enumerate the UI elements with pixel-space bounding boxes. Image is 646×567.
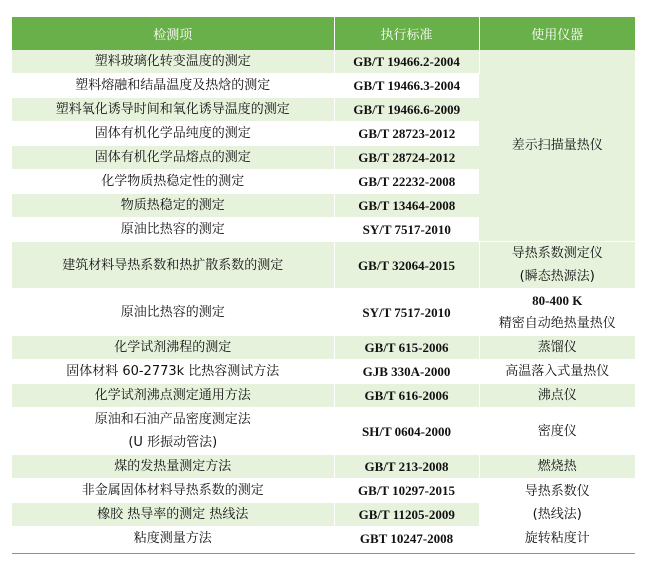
standard-cell: GB/T 213-2008 (334, 455, 479, 479)
instrument-line: 80-400 K (532, 293, 583, 308)
test-item-line: 原油和石油产品密度测定法 (94, 412, 251, 427)
test-item-cell: 固体材料 60-2773k 比热容测试方法 (12, 360, 334, 384)
table-row (12, 336, 635, 360)
test-item-cell: 固体有机化学品纯度的测定 (12, 122, 334, 146)
table-row (12, 479, 635, 503)
standard-cell: GB/T 616-2006 (334, 384, 479, 408)
header-test-item: 检测项 (12, 17, 334, 50)
table-row (12, 408, 635, 455)
instrument-cell: 高温落入式量热仪 (479, 360, 635, 384)
instrument-cell (479, 479, 635, 527)
instrument-cell: 密度仪 (479, 408, 635, 455)
standard-cell: SY/T 7517-2010 (334, 289, 479, 336)
instrument-line: 导热系数测定仪 (511, 246, 603, 261)
test-item-cell: 原油比热容的测定 (12, 289, 334, 336)
test-item-line: (U 形振动管法) (128, 435, 218, 450)
instrument-cell (479, 289, 635, 336)
table-row (12, 384, 635, 408)
instrument-cell (479, 242, 635, 289)
table-row (12, 242, 635, 289)
standard-cell: GB/T 19466.6-2009 (334, 98, 479, 122)
table-row (12, 289, 635, 336)
test-item-cell: 橡胶 热导率的测定 热线法 (12, 503, 334, 527)
standard-cell: GB/T 13464-2008 (334, 194, 479, 218)
standard-cell: GB/T 28724-2012 (334, 146, 479, 170)
standard-cell: GB/T 10297-2015 (334, 479, 479, 503)
test-item-cell: 煤的发热量测定方法 (12, 455, 334, 479)
header-instrument: 使用仪器 (479, 17, 635, 50)
instrument-line: (热线法) (532, 506, 582, 522)
standard-cell: GB/T 28723-2012 (334, 122, 479, 146)
table-row (12, 360, 635, 384)
standards-table-container (12, 17, 635, 551)
standard-cell: GB/T 19466.3-2004 (334, 74, 479, 98)
instrument-cell: 旋转粘度计 (479, 527, 635, 551)
table-bottom-rule (12, 553, 635, 554)
standard-cell: GB/T 615-2006 (334, 336, 479, 360)
standard-cell: GJB 330A-2000 (334, 360, 479, 384)
test-item-cell: 化学物质热稳定性的测定 (12, 170, 334, 194)
test-item-cell (12, 408, 334, 455)
header-standard: 执行标准 (334, 17, 479, 50)
test-item-cell: 塑料氧化诱导时间和氧化诱导温度的测定 (12, 98, 334, 122)
table-row (12, 527, 635, 551)
instrument-line: 精密自动绝热量热仪 (498, 316, 616, 331)
standard-cell: SH/T 0604-2000 (334, 408, 479, 455)
standard-cell: GB/T 22232-2008 (334, 170, 479, 194)
test-item-cell: 粘度测量方法 (12, 527, 334, 551)
instrument-cell: 蒸馏仪 (479, 336, 635, 360)
instrument-cell: 沸点仪 (479, 384, 635, 408)
instrument-cell: 燃烧热 (479, 455, 635, 479)
table-row (12, 50, 635, 74)
instrument-line: (瞬态热源法) (519, 269, 595, 284)
table-row (12, 455, 635, 479)
test-item-cell: 塑料玻璃化转变温度的测定 (12, 50, 334, 74)
test-item-cell: 建筑材料导热系数和热扩散系数的测定 (12, 242, 334, 289)
test-item-cell: 非金属固体材料导热系数的测定 (12, 479, 334, 503)
test-item-cell: 物质热稳定的测定 (12, 194, 334, 218)
standard-cell: GB/T 11205-2009 (334, 503, 479, 527)
test-item-cell: 塑料熔融和结晶温度及热焓的测定 (12, 74, 334, 98)
standards-table (12, 17, 635, 551)
instrument-cell: 差示扫描量热仪 (479, 50, 635, 242)
standard-cell: GB/T 32064-2015 (334, 242, 479, 289)
standard-cell: GBT 10247-2008 (334, 527, 479, 551)
test-item-cell: 化学试剂沸点测定通用方法 (12, 384, 334, 408)
standard-cell: SY/T 7517-2010 (334, 218, 479, 242)
test-item-cell: 原油比热容的测定 (12, 218, 334, 242)
test-item-cell: 固体有机化学品熔点的测定 (12, 146, 334, 170)
table-header-row (12, 17, 635, 50)
instrument-line: 导热系数仪 (524, 483, 590, 499)
test-item-cell: 化学试剂沸程的测定 (12, 336, 334, 360)
standard-cell: GB/T 19466.2-2004 (334, 50, 479, 74)
